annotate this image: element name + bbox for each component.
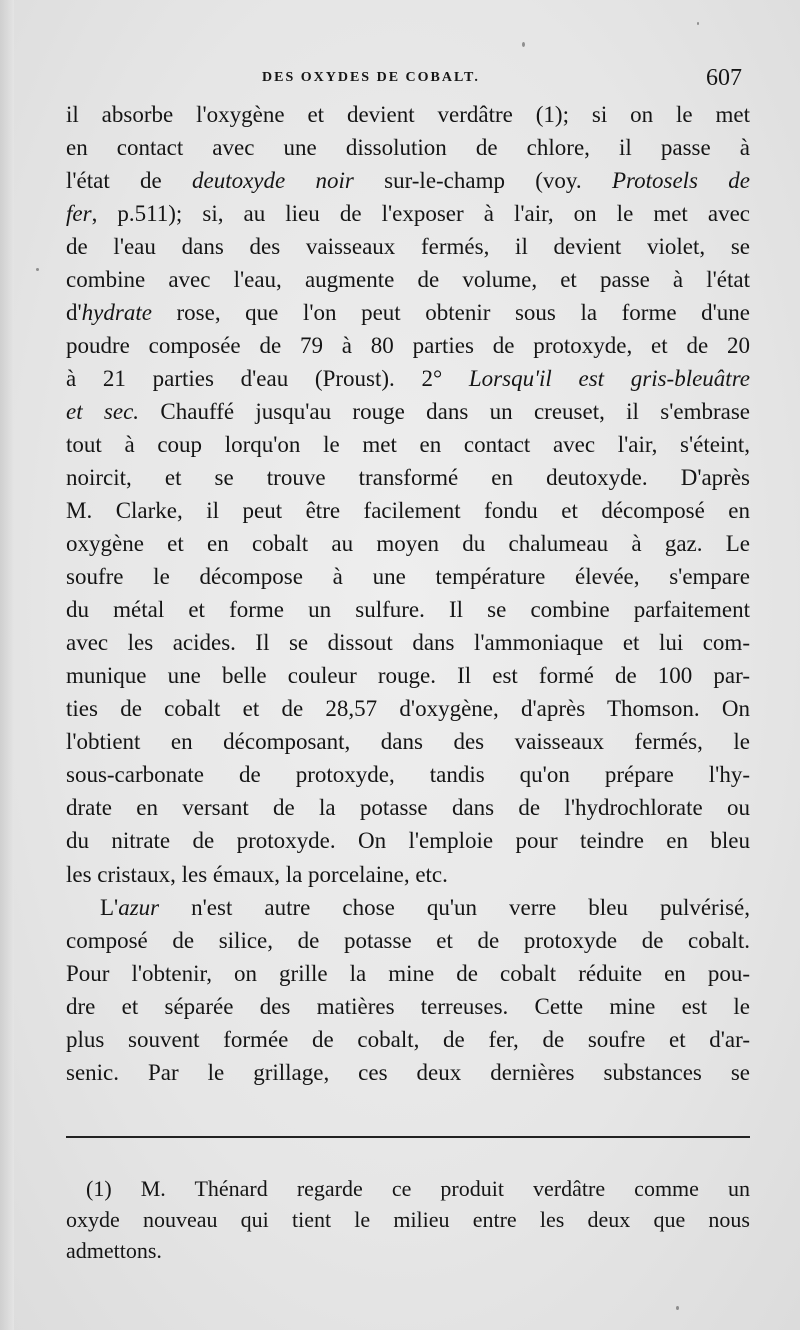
text-line <box>66 957 750 990</box>
text-line <box>66 626 750 659</box>
text-line <box>66 329 750 362</box>
text-run: combine avec l'eau, augmente de volume, et passe à l'état <box>66 267 750 292</box>
italic-text: et sec. <box>66 399 140 424</box>
text-line <box>66 824 750 857</box>
ink-speck <box>36 268 39 271</box>
text-line <box>66 990 750 1023</box>
text-run: ties de cobalt et de 28,57 d'oxygène, d'après Thomson. On <box>66 696 750 721</box>
text-run: il absorbe l'oxygène et devient verdâtre (1); si on le met <box>66 102 750 127</box>
text-run: oxygène et en cobalt au moyen du chalumeau à gaz. Le <box>66 531 750 556</box>
text-run: l'état de <box>66 168 192 193</box>
text-run: à 21 parties d'eau (Proust). 2° <box>66 366 469 391</box>
text-run: plus souvent formée de cobalt, de fer, de soufre et d'ar- <box>66 1027 750 1052</box>
text-run: , p.511); si, au lieu de l'exposer à l'air, on le met avec <box>91 201 750 226</box>
text-line <box>66 725 750 758</box>
text-run: d' <box>66 300 82 325</box>
text-line <box>66 891 750 924</box>
text-run: rose, que l'on peut obtenir sous la forme d'une <box>151 300 750 325</box>
footnote <box>66 1173 750 1266</box>
text-line <box>66 395 750 428</box>
text-run: du nitrate de protoxyde. On l'emploie pour teindre en bleu <box>66 828 750 853</box>
text-run: senic. Par le grillage, ces deux dernières substances se <box>66 1060 750 1085</box>
text-line <box>66 494 750 527</box>
italic-text: deutoxyde noir <box>192 168 354 193</box>
text-line <box>66 758 750 791</box>
text-run: de l'eau dans des vaisseaux fermés, il devient violet, se <box>66 234 750 259</box>
text-run: du métal et forme un sulfure. Il se combine parfaitement <box>66 597 750 622</box>
ink-speck <box>697 22 699 25</box>
text-line <box>66 362 750 395</box>
text-run: munique une belle couleur rouge. Il est formé de 100 par- <box>66 663 750 688</box>
text-line <box>66 428 750 461</box>
text-run: poudre composée de 79 à 80 parties de protoxyde, et de 20 <box>66 333 750 358</box>
ink-speck <box>676 1306 679 1310</box>
text-run: sur-le-champ (voy. <box>353 168 612 193</box>
text-line <box>66 791 750 824</box>
text-run: en contact avec une dissolution de chlore, il passe à <box>66 135 750 160</box>
text-line <box>66 131 750 164</box>
text-run: Pour l'obtenir, on grille la mine de cobalt réduite en pou- <box>66 961 750 986</box>
text-line <box>66 560 750 593</box>
italic-text: azur <box>118 895 160 920</box>
text-run: M. Clarke, il peut être facilement fondu et décomposé en <box>66 498 750 523</box>
ink-speck <box>522 42 525 47</box>
text-line <box>66 692 750 725</box>
text-line <box>66 1056 750 1089</box>
italic-text: Lorsqu'il est gris-bleuâtre <box>468 366 750 391</box>
text-run: sous-carbonate de protoxyde, tandis qu'on prépare l'hy- <box>66 762 750 787</box>
text-line <box>66 197 750 230</box>
text-line <box>66 230 750 263</box>
text-line <box>66 461 750 494</box>
text-line <box>66 1023 750 1056</box>
body-text <box>66 98 750 1089</box>
text-line <box>66 527 750 560</box>
footnote-separator <box>66 1136 750 1138</box>
italic-text: hydrate <box>81 300 152 325</box>
text-line <box>66 263 750 296</box>
text-run: L' <box>100 895 119 920</box>
text-run: n'est autre chose qu'un verre bleu pulvérisé, <box>159 895 750 920</box>
text-run: les cristaux, les émaux, la porcelaine, etc. <box>66 862 448 887</box>
text-line <box>66 858 750 891</box>
text-run: soufre le décompose à une température élevée, s'empare <box>66 564 750 589</box>
text-run: composé de silice, de potasse et de protoxyde de cobalt. <box>66 928 750 953</box>
text-run: dre et séparée des matières terreuses. Cette mine est le <box>66 994 750 1019</box>
text-run: noircit, et se trouve transformé en deutoxyde. D'après <box>66 465 750 490</box>
running-title: DES OXYDES DE COBALT. <box>262 70 480 85</box>
text-run: l'obtient en décomposant, dans des vaisseaux fermés, le <box>66 729 750 754</box>
footnote-line: (1) M. Thénard regarde ce produit verdâtre comme un <box>86 1176 750 1201</box>
text-line <box>66 296 750 329</box>
page-number: 607 <box>706 65 742 91</box>
text-run: tout à coup lorqu'on le met en contact avec l'air, s'éteint, <box>66 432 750 457</box>
text-line <box>66 659 750 692</box>
text-line <box>66 593 750 626</box>
footnote-line: admettons. <box>66 1238 162 1263</box>
page-gutter-shadow <box>0 0 14 1330</box>
text-line <box>66 98 750 131</box>
italic-text: Protosels de <box>611 168 750 193</box>
text-run: avec les acides. Il se dissout dans l'ammoniaque et lui com- <box>66 630 750 655</box>
paragraph-azur <box>66 891 750 1089</box>
footnote-line: oxyde nouveau qui tient le milieu entre les deux que nous <box>66 1207 750 1232</box>
italic-text: fer <box>66 201 92 226</box>
text-run: Chauffé jusqu'au rouge dans un creuset, il s'embrase <box>139 399 750 424</box>
paragraph-cobalt-protoxide <box>66 98 750 891</box>
text-line <box>66 164 750 197</box>
running-head <box>0 66 800 90</box>
text-line <box>66 924 750 957</box>
text-run: drate en versant de la potasse dans de l'hydrochlorate ou <box>66 795 750 820</box>
